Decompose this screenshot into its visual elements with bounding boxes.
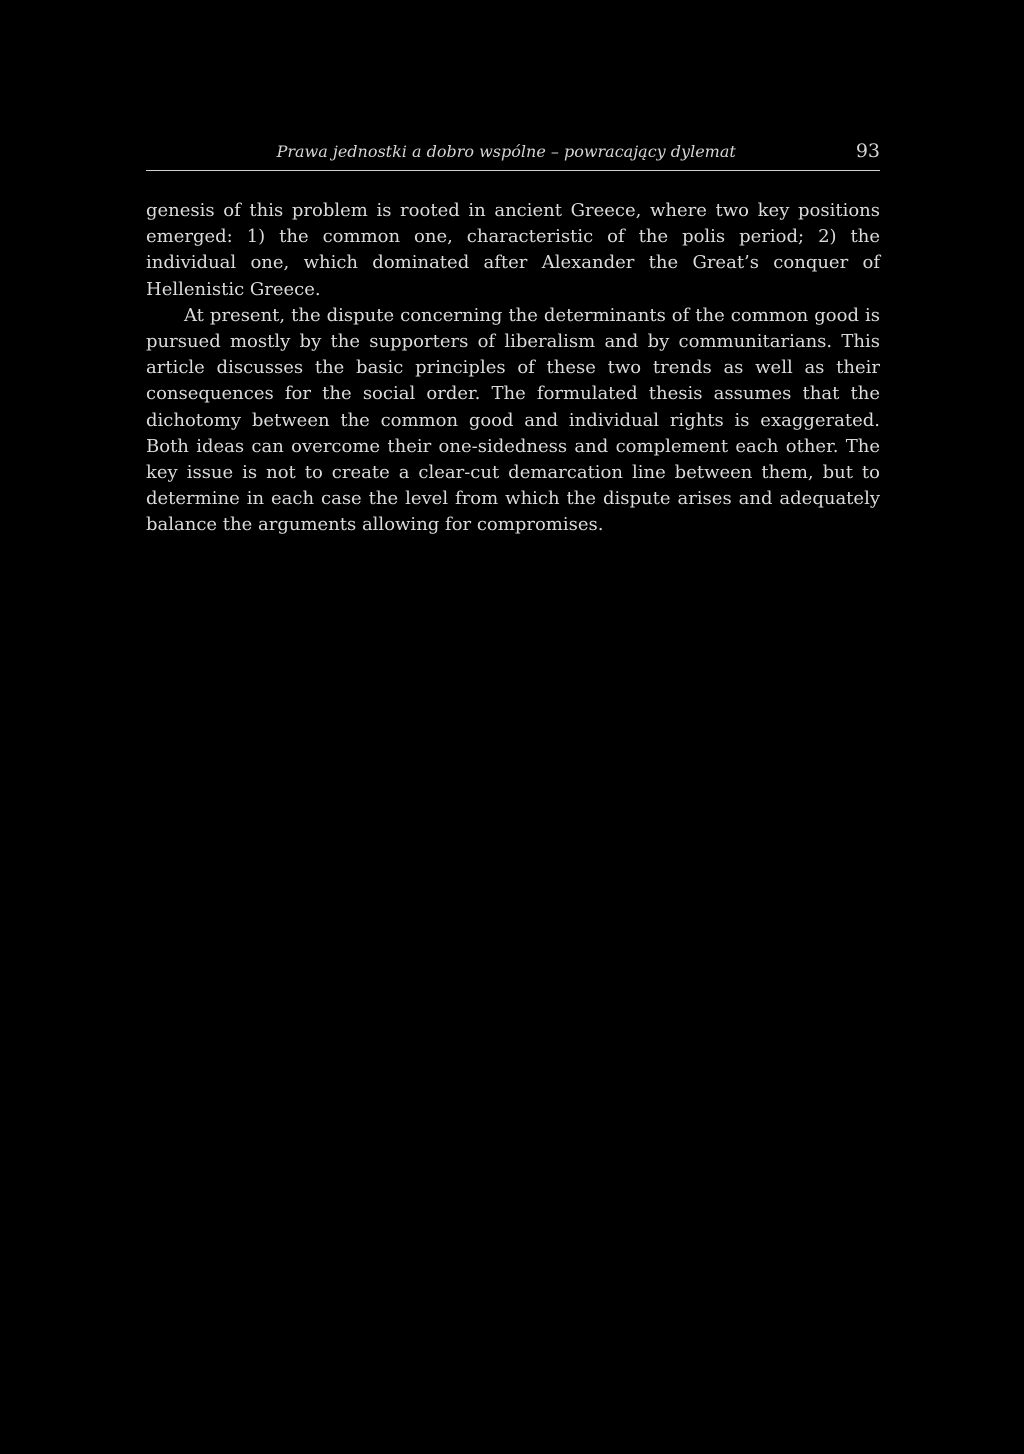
running-header xyxy=(146,140,880,171)
paragraph: genesis of this problem is rooted in ancient Greece, where two key positions emerged: 1) the common one, characteristic of the polis period; 2) the individual one, which dominated after Alexander the Great’s conquer of Hellenistic Greece. xyxy=(146,200,880,300)
document-page xyxy=(146,140,880,539)
paragraph: At present, the dispute concerning the determinants of the common good is pursued mostly by the supporters of liberalism and by communitarians. This article discusses the basic principles of these two trends as well as their consequences for the social order. The formulated thesis assumes that the dichotomy between the common good and individual rights is exaggerated. Both ideas can overcome their one-sidedness and complement each other. The key issue is not to create a clear-cut demarcation line between them, but to determine in each case the level from which the dispute arises and adequately balance the arguments allowing for compromises. xyxy=(146,304,880,536)
running-title: Prawa jednostki a dobro wspólne – powracający dylemat xyxy=(276,142,736,161)
page-number: 93 xyxy=(855,140,880,162)
body-text xyxy=(146,198,880,539)
